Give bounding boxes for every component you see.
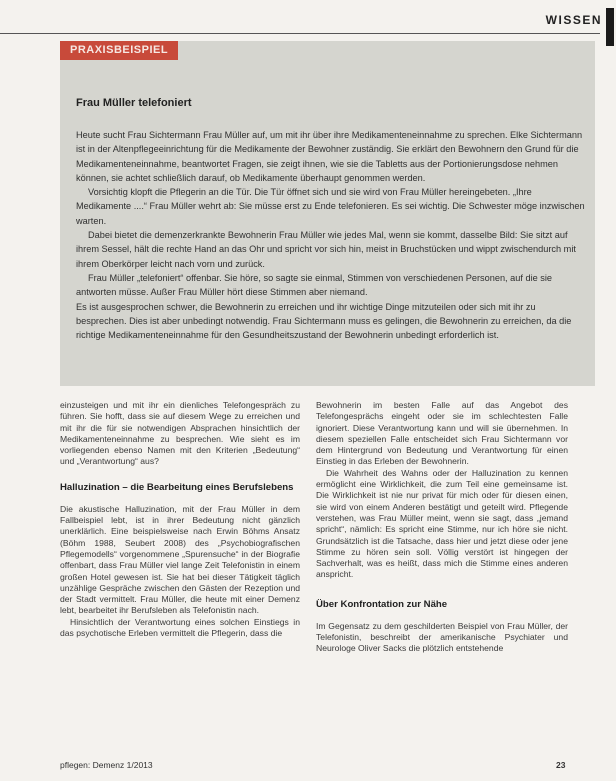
box-paragraph: Es ist ausgesprochen schwer, die Bewohnerin zu erreichen und ihr wichtige Dinge mitzuteilen oder sich mit ihr zu besprechen. Dies ist aber unbedingt notwendig. Frau Sichtermann muss es gelingen, die Bewohnerin zu erreichen, da die richtige Medikamenteneinnahme für den Gesundheitszustand der Bewohnerin unbedingt erforderlich ist. bbox=[76, 301, 572, 341]
box-text bbox=[76, 128, 586, 342]
practice-example-box bbox=[60, 41, 595, 386]
body-paragraph: Hinsichtlich der Verantwortung eines solchen Einstiegs in das psychotische Erleben vermittelt die Pflegerin, dass die bbox=[60, 616, 300, 639]
edge-marker bbox=[606, 8, 614, 46]
subheading: Halluzination – die Bearbeitung eines Berufslebens bbox=[60, 481, 294, 493]
box-paragraph: Vorsichtig klopft die Pflegerin an die Tür. Die Tür öffnet sich und sie wird von Frau Müller hereingebeten. „Ihre Medikamente ....“ Frau Müller wehrt ab: Sie müsse erst zu Ende telefonieren. Es sei wichtig. Die Schwester möge inzwischen warten. bbox=[76, 187, 585, 226]
subheading: Über Konfrontation zur Nähe bbox=[316, 598, 448, 610]
header-rule bbox=[0, 33, 600, 34]
box-paragraph: Dabei bietet die demenzerkrankte Bewohnerin Frau Müller wie jedes Mal, wenn sie kommt, dasselbe Bild: Sie sitzt auf ihrem Sessel, hält die rechte Hand an das Ohr und spricht vor sich hin, meist in Bruchstücken und wippt zwischendurch mit ihrem Oberkörper leicht nach vorn und zurück. bbox=[76, 230, 576, 269]
publication-footer: pflegen: Demenz 1/2013 bbox=[60, 760, 153, 770]
section-label: WISSEN bbox=[545, 13, 602, 27]
body-paragraph: einzusteigen und mit ihr ein dienliches Telefongespräch zu führen. Sie hofft, dass sie auf diesem Wege zu erreichen und mit ihr die für sie notwendigen Absprachen hinsichtlich der Medikamenteneinnahme zu besprechen. Wie sieht es im vorliegenden ebenso Namen mit den Kriterien „Bedeutung“ und „Verantwortung“ aus? bbox=[60, 400, 300, 467]
left-column bbox=[60, 400, 300, 639]
page-number: 23 bbox=[556, 760, 566, 770]
box-title: Frau Müller telefoniert bbox=[76, 97, 192, 109]
body-paragraph: Im Gegensatz zu dem geschilderten Beispiel von Frau Müller, der Telefonistin, beschreibt der amerikanische Psychiater und Neurologe Oliver Sacks die plötzlich entstehende bbox=[316, 620, 568, 654]
box-paragraph: Frau Müller „telefoniert“ offenbar. Sie höre, so sagte sie einmal, Stimmen von verschiedenen Personen, auf die sie antworten müsse. Außer Frau Müller hört diese Stimmen aber niemand. bbox=[76, 272, 553, 298]
body-paragraph: Die Wahrheit des Wahns oder der Halluzination zu kennen ermöglicht eine Wirklichkeit, die zum Teil eine gemeinsame ist. Die Wirklichkeit ist nie nur privat für mich oder für diesen einen, sie wird von einem Anderen bestätigt und geteilt wird. Pflegende verstehen, was Frau Müller meint, wenn sie sagt, dass „jemand spricht“, nämlich: Es spricht eine Stimme, nur ich höre sie nicht. Grundsätzlich ist die Tatsache, dass hier und jetzt diese oder jene Stimme zu hören sein soll. Völlig verstört ist hingegen der Sachverhalt, was es heißt, dass mich die Stimme eines anderen anspricht. bbox=[316, 467, 568, 580]
box-paragraph: Heute sucht Frau Sichtermann Frau Müller auf, um mit ihr über ihre Medikamenteneinnahme zu sprechen. Elke Sichtermann ist in der Altenpflegeeinrichtung für die Medikamente der Bewohner zuständig. Sie erklärt den Bewohnern den Grund für die Medikamenteneinnahme, beantwortet Fragen, sie zeigt ihnen, wie sie die Tabletts aus der Portionierungsdose nehmen können, sie achtet schließlich darauf, ob Medikamente überhaupt genommen werden. bbox=[76, 130, 583, 183]
body-paragraph: Die akustische Halluzination, mit der Frau Müller in dem Fallbeispiel lebt, ist in ihrer Bedeutung nicht gänzlich unerklärlich. Eine beispielsweise nach Erwin Böhms Ansatz (Böhm 1988, Seubert 2008) des „Psychobiografischen Pflegemodells“ vorgenommene „Spurensuche“ in der Biografie offenbart, dass Frau Müller viel lange Zeit Telefonistin in einem großen Hotel gewesen ist. Sie hat bei dieser Tätigkeit täglich unzählige Gespräche zwischen den Gästen der Rezeption und der Stadt vermittelt. Frau Müller, die heute mit einer Demenz lebt, bearbeitet ihr Berufsleben als Telefonistin nach. bbox=[60, 503, 300, 616]
box-tag: PRAXISBEISPIEL bbox=[60, 41, 178, 60]
body-paragraph: Bewohnerin im besten Falle auf das Angebot des Telefongesprächs eingeht oder sie im schlechtesten Falle ignoriert. Diese Verantwortung kann und will sie übernehmen. In diesem speziellen Falle entscheidet sich Frau Sichtermann vor dem Hintergrund von Bedeutung und Verantwortung für einen Einstieg in das Erleben der Bewohnerin. bbox=[316, 400, 568, 467]
right-column bbox=[316, 400, 568, 655]
